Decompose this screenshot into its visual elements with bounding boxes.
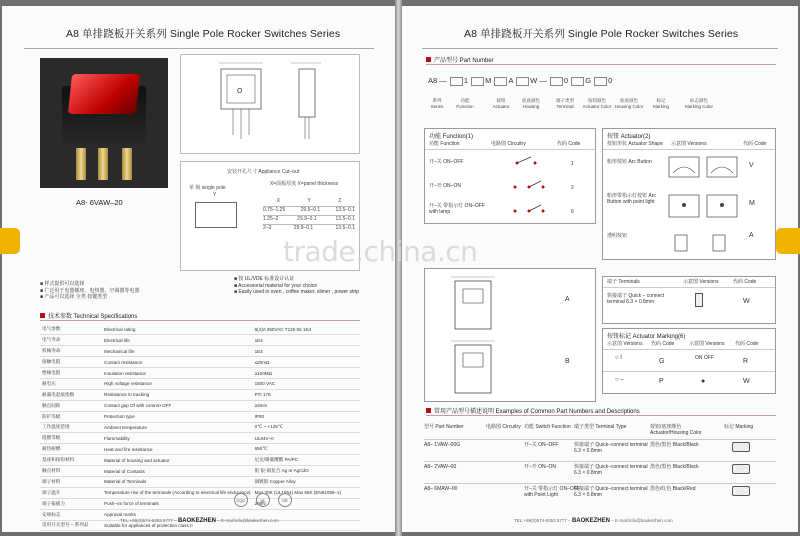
spec-en-label: Electrical life	[102, 335, 253, 346]
pn-label-en: Marking Color	[684, 104, 713, 109]
spec-row	[40, 346, 360, 357]
spec-cn-label: 适用开关型号 – 系列品	[40, 520, 102, 531]
page-tab-left	[0, 228, 20, 254]
cutout-cell: 13.5–0.1	[335, 207, 355, 213]
notes-left	[40, 281, 139, 301]
actuator-drawings	[665, 153, 741, 257]
pn-label-en: Housing Color	[614, 104, 644, 109]
footer-tel: TEL:+86(0)574-6353 5777 –	[120, 518, 177, 523]
pn-code: A8	[428, 76, 438, 85]
divider	[425, 149, 595, 150]
ex-head: 电路图 Circuitry	[486, 424, 521, 430]
marking-panel	[602, 328, 776, 394]
pn-label	[684, 98, 714, 110]
spec-en-label: Suitable for appliances of protection class II	[102, 520, 253, 531]
func-row-code: 6	[571, 209, 574, 215]
note-item: ■ 产品可以选择 全类 按键类型	[40, 294, 108, 300]
pn-code: 0	[608, 76, 613, 85]
spec-cn-label: 工作温度范围	[40, 422, 102, 433]
footer	[514, 518, 673, 524]
spec-en-label: Contact resistance	[102, 357, 253, 368]
pn-box	[516, 77, 529, 86]
pn-label	[422, 98, 452, 110]
section-rule	[426, 415, 776, 416]
ex-color: 黑色/黑色 Black/Black	[650, 464, 699, 470]
pn-label-en: Actuator	[492, 104, 510, 109]
act-row-code: V	[749, 162, 754, 169]
pn-label	[582, 98, 612, 110]
right-page-title: A8 单排跷板开关系列 Single Pole Rocker Switches Series	[464, 28, 739, 40]
spec-cn-label: 端子温升	[40, 487, 102, 498]
spec-en-label: High voltage resistance	[102, 378, 253, 389]
spec-cn-label: 电气寿命	[40, 335, 102, 346]
act-row-label: 船形按钮 Arc Button	[607, 159, 652, 165]
spec-cn-label: 耐电压	[40, 378, 102, 389]
act-row-code: A	[749, 232, 754, 239]
product-photo	[40, 58, 168, 188]
marking-icon	[732, 464, 750, 474]
cutout-cell: 1.25–2	[263, 216, 279, 222]
spec-row	[40, 487, 360, 498]
left-page	[2, 6, 395, 532]
cutout-cell: 29.9–0.1	[293, 225, 314, 231]
mark-head: 示意图 Versions	[689, 341, 725, 347]
marking-icon	[732, 486, 750, 496]
mark-code: W	[743, 378, 750, 385]
term-row-label: 快接端子 Quick – connect terminal 6.3 × 0.8mm	[607, 293, 665, 305]
pn-label-cn: 按钮颜色	[588, 98, 606, 103]
ex-part-number: A8– 6MAW–00	[424, 486, 458, 492]
spec-row	[40, 400, 360, 411]
spec-value: 银 银-铜复合 Ag or AgCdO	[253, 466, 360, 477]
book-gutter	[395, 0, 402, 536]
section-rule	[426, 64, 776, 65]
func-head-code: 代码 Code	[557, 141, 581, 147]
cutout-cell: 29.5–0.1	[300, 207, 321, 213]
act-row-code: M	[749, 200, 755, 207]
act-row-label: 透明按钮	[607, 233, 628, 239]
pn-label-cn: 底座颜色	[522, 98, 540, 103]
cutout-head	[263, 198, 355, 206]
pn-box	[450, 77, 463, 86]
terminal-pin	[122, 148, 132, 180]
spec-en-label: Protection type	[102, 411, 253, 422]
act-row-label: 船形带指示灯按钮 Arc Button with point light	[607, 193, 656, 205]
examples-title	[426, 406, 640, 415]
spec-value: PTI 175	[253, 389, 360, 400]
act-head-versions: 示意图 Versions	[671, 141, 707, 147]
left-page-title: A8 单排跷板开关系列 Single Pole Rocker Switches Series	[66, 28, 341, 40]
spec-cn-label: 耐热耐燃	[40, 444, 102, 455]
pn-code: 0	[563, 76, 569, 85]
spec-en-label: Resistance to tracking	[102, 389, 253, 400]
term-row-code: W	[743, 298, 750, 305]
ex-part-number: A8– 2VAW–00	[424, 464, 457, 470]
ex-function: 开–关 带指示灯 ON–OFF with Point Light	[524, 486, 580, 498]
pn-label-en: Series	[430, 104, 444, 109]
title-rule	[422, 48, 778, 49]
part-number-code: A8 — 1 M A W — 0 G 0	[428, 76, 613, 85]
spec-row	[40, 422, 360, 433]
spec-value: 1E4	[253, 335, 360, 346]
divider	[603, 149, 775, 150]
spec-cn-label: 安规标志	[40, 509, 102, 520]
notes-right	[234, 276, 364, 296]
section-marker-icon	[426, 408, 431, 413]
spec-value: 1E4	[253, 346, 360, 357]
spec-row	[40, 476, 360, 487]
pn-label-en: Terminal	[556, 104, 574, 109]
spec-en-label: Material of Contacts	[102, 466, 253, 477]
marking-title: 按钮标记 Actuator Marking(6)	[607, 334, 686, 340]
ex-function: 开–开 ON–ON	[524, 464, 556, 470]
pn-box	[594, 77, 607, 86]
spec-value: Max 30K (UL1054) Max 55K (EN61058–1)	[253, 487, 360, 498]
page-tab-right	[776, 228, 800, 254]
terminal-panel	[602, 276, 776, 324]
spec-row	[40, 444, 360, 455]
housing-panel	[424, 268, 596, 402]
spec-row	[40, 466, 360, 477]
pn-box	[494, 77, 507, 86]
ex-head: 型号 Part Number	[424, 424, 464, 430]
pn-label	[516, 98, 546, 110]
note-item: ■ Easily used in oven , coffee maker, slimer , power strip	[234, 289, 359, 295]
function-title: 功能 Function(1)	[429, 134, 474, 140]
ce-cert-icon: CE	[278, 493, 292, 507]
func-row-code: 1	[571, 161, 574, 167]
divider	[603, 371, 775, 372]
divider	[424, 461, 776, 462]
spec-en-label: Electrical rating	[102, 324, 253, 335]
watermark: trade.china.cn	[283, 235, 478, 268]
ex-head: 功能 Switch Function	[524, 424, 571, 430]
footer	[120, 518, 279, 524]
term-head-terminals: 端子 Terminals	[607, 279, 640, 285]
mark-code: P	[659, 378, 664, 385]
pn-label-cn: 功能	[460, 98, 470, 103]
pn-code: G	[585, 76, 592, 85]
cutout-cell: 13.5–0.1	[335, 216, 355, 222]
mark-symbol-o-dash: ○ –	[615, 377, 624, 383]
examples-table	[424, 420, 776, 510]
cutout-cell: 0.75–1.25	[263, 207, 286, 213]
cutout-head-z: Z	[338, 198, 342, 204]
footer-email: – E-mail:info@baokezhen.com	[217, 518, 279, 523]
spec-value: ≥100MΩ	[253, 368, 360, 379]
spec-en-label: Temperature rise of the terminals (According to electrical life endurance)	[102, 487, 253, 498]
housing-code-b: B	[565, 358, 570, 365]
divider	[424, 439, 776, 440]
spec-value: IP00	[253, 411, 360, 422]
ul-cert-icon: UL	[256, 493, 270, 507]
act-head-code: 代码 Code	[743, 141, 767, 147]
spec-row	[40, 378, 360, 389]
pn-box	[571, 77, 584, 86]
spec-section-title	[40, 311, 137, 320]
func-head-circuit: 电路图 Circuitry	[491, 141, 526, 147]
pn-code: W	[530, 76, 538, 85]
pn-label-cn: 标志颜色	[690, 98, 708, 103]
spec-en-label: Heat and fire resistance	[102, 444, 253, 455]
pn-code: A	[508, 76, 514, 85]
spec-value: 铜镀银 Copper Alloy	[253, 476, 360, 487]
pn-label-cn: 端子类型	[556, 98, 574, 103]
pn-title-text: 产品型号 Part Number	[434, 58, 494, 64]
part-number-title	[426, 55, 494, 64]
spec-value: 650℃	[253, 444, 360, 455]
spec-row	[40, 368, 360, 379]
spec-row	[40, 357, 360, 368]
ex-head: 端子类型 Terminal Type	[574, 424, 627, 430]
spec-cn-label: 绝缘电阻	[40, 368, 102, 379]
spec-row	[40, 324, 360, 335]
cutout-row	[263, 206, 355, 215]
mark-symbol: ●	[701, 378, 706, 385]
cutout-row	[263, 215, 355, 224]
function-panel	[424, 128, 596, 224]
ex-part-number: A8– 1VAW–00G	[424, 442, 461, 448]
spec-row	[40, 335, 360, 346]
terminal-icon	[695, 293, 703, 307]
mark-head: 示意图 Versions	[607, 341, 643, 347]
dimension-drawing-svg	[181, 55, 359, 153]
spec-value: 6(4)A 250VAC T125 55 1E4	[253, 324, 360, 335]
spec-cn-label: 接触电阻	[40, 357, 102, 368]
cutout-head-x: X	[276, 198, 281, 204]
mark-code: R	[743, 358, 749, 365]
spec-en-label: Flammability	[102, 433, 253, 444]
pn-label	[486, 98, 516, 110]
mark-code: G	[659, 358, 665, 365]
right-page	[402, 6, 798, 532]
divider	[603, 349, 775, 350]
spec-value: ≥98N	[253, 498, 360, 509]
mark-head: 代码 Code	[735, 341, 759, 347]
pn-box	[471, 77, 484, 86]
spec-cn-label: 触点材料	[40, 466, 102, 477]
spec-value: 0℃ ~ +125℃	[253, 422, 360, 433]
examples-title-text: 常用产品型号描述说明 Examples of Common Part Numbers and Descriptions	[434, 409, 640, 415]
mark-head: 代码 Code	[651, 341, 675, 347]
spec-en-label: Material of housing and actuator	[102, 455, 253, 466]
spec-en-label: Insulation resistance	[102, 368, 253, 379]
spec-cn-label: 防护等级	[40, 411, 102, 422]
ex-color: 黑色/红色 Black/Red	[650, 486, 696, 492]
red-rocker	[68, 74, 140, 114]
cutout-single-pole: 单 极 single pole	[189, 185, 226, 191]
pn-label-cn: 底座颜色	[620, 98, 638, 103]
mark-symbol-o-i: ○ I	[615, 355, 622, 361]
spec-en-label: Mechanical life	[102, 346, 253, 357]
ex-terminal: 快接端子 Quick–connect terminal 6.3 × 0.8mm	[574, 442, 648, 454]
spec-cn-label: 触点间距	[40, 400, 102, 411]
ex-head: 按钮/底座颜色 Actuator/Housing Color	[650, 424, 702, 436]
spec-table	[40, 324, 360, 531]
spec-en-label: Approval marks	[102, 509, 253, 520]
spec-value: UL94V–0	[253, 433, 360, 444]
spec-value: ≤20mΩ	[253, 357, 360, 368]
cutout-y-label: Y	[213, 192, 217, 198]
spec-cn-label: 机械寿命	[40, 346, 102, 357]
cqc-cert-icon: CQC	[234, 493, 248, 507]
spec-row	[40, 455, 360, 466]
section-marker-icon	[426, 57, 431, 62]
spec-value: ≥3mm	[253, 400, 360, 411]
pn-label-en: Function	[456, 104, 474, 109]
title-rule	[24, 48, 374, 49]
pn-label	[614, 98, 644, 110]
spec-row	[40, 389, 360, 400]
pn-code: M	[485, 76, 492, 85]
pn-label-cn: 按钮	[496, 98, 506, 103]
note-item: ■ Accessorial material for your choice	[234, 282, 318, 289]
footer-tel: TEL:+86(0)574-6353 5777 –	[514, 518, 571, 523]
spec-row	[40, 433, 360, 444]
term-head-versions: 示意图 Versions	[683, 279, 719, 285]
spec-cn-label: 电气参数	[40, 324, 102, 335]
pn-label	[450, 98, 480, 110]
pn-label-en: Marking	[652, 104, 669, 109]
pn-label	[646, 98, 676, 110]
circuit-diagrams	[511, 155, 551, 221]
actuator-title: 按钮 Actuator(2)	[607, 134, 651, 140]
cutout-title: 安装开孔尺寸 Appliance Cut–out	[227, 169, 300, 175]
divider	[603, 287, 775, 288]
note-item: ■ 广泛用于电器插座、电热器、空调器等电器	[40, 287, 140, 294]
terminal-pin	[98, 148, 108, 180]
spec-cn-label: 基座和按钮材料	[40, 455, 102, 466]
ex-terminal: 快接端子 Quick–connect terminal 6.3 × 0.8mm	[574, 486, 648, 498]
spec-row	[40, 411, 360, 422]
func-head-function: 功能 Function	[429, 141, 460, 147]
dimension-drawing	[180, 54, 360, 154]
spec-body	[40, 324, 360, 531]
footer-brand: BAOKEZHEN	[177, 518, 216, 524]
footer-email: – E-mail:info@baokezhen.com	[611, 518, 673, 523]
spec-en-label: Contact gap Of with control+OFF	[102, 400, 253, 411]
note-item: ■ 样式提供可以选择	[40, 281, 85, 287]
cutout-table	[263, 198, 355, 233]
cutout-cell: 2–3	[263, 225, 272, 231]
ex-terminal: 快接端子 Quick–connect terminal 6.3 × 0.8mm	[574, 464, 648, 476]
func-row-code: 2	[571, 185, 574, 191]
spec-value: 1500 VAC	[253, 378, 360, 389]
spec-title-text: 技术参数 Technical Specifications	[48, 314, 138, 320]
cutout-thickness: X=面板厚度 X=panel thickness	[269, 181, 339, 187]
housing-code-a: A	[565, 296, 570, 303]
section-rule	[40, 320, 360, 321]
pn-label	[550, 98, 580, 110]
housing-drawings	[435, 275, 545, 399]
func-row-label: 开–关 带指示灯 ON–OFF with lamp	[429, 203, 485, 215]
cutout-row	[263, 224, 355, 233]
mark-symbol: ON OFF	[695, 355, 714, 361]
ex-function: 开–关 ON–OFF	[524, 442, 559, 448]
spec-en-label: Push–on force of terminals	[102, 498, 253, 509]
spec-row	[40, 498, 360, 509]
divider	[424, 483, 776, 484]
section-marker-icon	[40, 313, 45, 318]
ex-head: 标记 Marking	[724, 424, 754, 430]
func-row-label: 开–开 ON–ON	[429, 183, 461, 189]
pn-code: 1	[463, 76, 469, 85]
model-label: A8- 6VAW–20	[76, 198, 123, 207]
spec-cn-label: 端子拔插力	[40, 498, 102, 509]
footer-brand: BAOKEZHEN	[571, 518, 610, 524]
cutout-head-y: Y	[307, 198, 311, 204]
pn-label-cn: 标记	[656, 98, 666, 103]
pn-label-en: Actuator Color	[582, 104, 612, 109]
note-item: ■ 按 UL/VDE 标准设计认证	[234, 276, 295, 282]
term-head-code: 代码 Code	[733, 279, 757, 285]
pn-label-cn: 系列	[432, 98, 442, 103]
pn-box	[550, 77, 563, 86]
marking-icon	[732, 442, 750, 452]
cutout-rect	[195, 202, 237, 228]
spec-cn-label: 阻燃等级	[40, 433, 102, 444]
svg-text:O: O	[237, 88, 243, 95]
pn-label-en: Housing	[522, 104, 540, 109]
act-head-shape: 按钮形状 Actuator Shape	[607, 141, 663, 147]
func-row-label: 开–关 ON–OFF	[429, 159, 464, 165]
spec-en-label: Ambient temperature	[102, 422, 253, 433]
cutout-cell: 13.5–0.1	[335, 225, 355, 231]
terminal-pin	[76, 148, 86, 180]
spec-en-label: Material of Terminals	[102, 476, 253, 487]
actuator-panel	[602, 128, 776, 260]
spec-value: 尼龙/聚碳酸酯 PA/PC	[253, 455, 360, 466]
spec-cn-label: 端子材料	[40, 476, 102, 487]
spec-cn-label: 耐漏电起痕指数	[40, 389, 102, 400]
cutout-cell: 29.9–0.1	[297, 216, 317, 222]
ex-color: 黑色/黑色 Black/Black	[650, 442, 699, 448]
